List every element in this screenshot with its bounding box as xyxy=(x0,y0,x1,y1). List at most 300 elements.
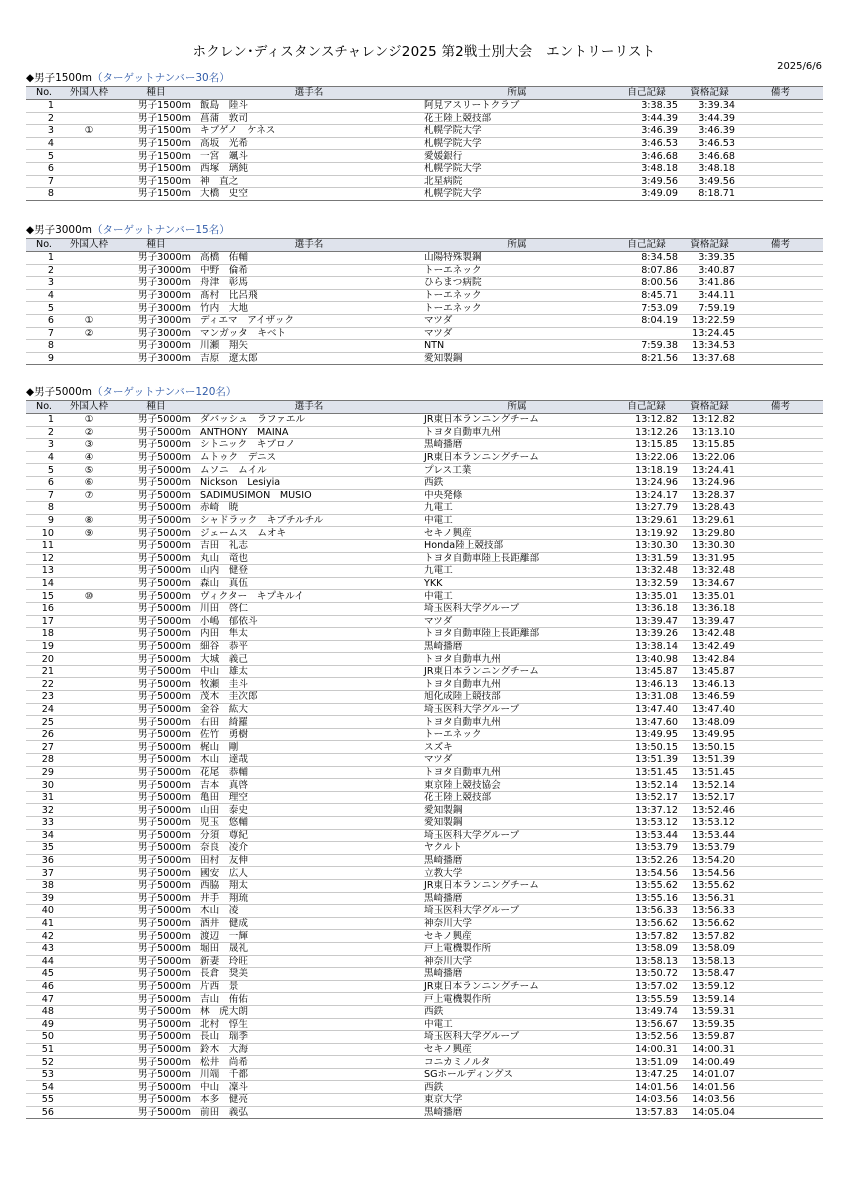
row-number: 25 xyxy=(26,716,62,729)
qualifying-record: 13:34.67 xyxy=(681,577,738,590)
table-row xyxy=(26,414,823,427)
section-target-number: （ターゲットナンバー30名） xyxy=(92,72,230,84)
event: 男子5000m xyxy=(116,640,196,653)
section-event-label: ◆男子5000m xyxy=(26,386,93,398)
row-number: 22 xyxy=(26,678,62,691)
affiliation: セキノ興産 xyxy=(422,527,612,540)
remarks xyxy=(738,842,823,855)
event: 男子5000m xyxy=(116,527,196,540)
foreign-slot xyxy=(62,1081,116,1094)
remarks xyxy=(738,314,823,327)
foreign-slot xyxy=(62,993,116,1006)
table-row xyxy=(26,327,823,340)
affiliation: トヨタ自動車九州 xyxy=(422,653,612,666)
row-number: 32 xyxy=(26,804,62,817)
entry-table xyxy=(26,400,823,1119)
personal-best: 13:31.59 xyxy=(612,552,681,565)
row-number: 34 xyxy=(26,829,62,842)
event: 男子5000m xyxy=(116,829,196,842)
event: 男子1500m xyxy=(116,100,196,113)
row-number: 10 xyxy=(26,527,62,540)
remarks xyxy=(738,162,823,175)
event: 男子5000m xyxy=(116,766,196,779)
event: 男子1500m xyxy=(116,188,196,201)
personal-best: 3:48.18 xyxy=(612,162,681,175)
row-number: 24 xyxy=(26,703,62,716)
qualifying-record: 13:53.44 xyxy=(681,829,738,842)
personal-best: 8:00.56 xyxy=(612,277,681,290)
affiliation: 中央発條 xyxy=(422,489,612,502)
athlete-name: 田村 友伸 xyxy=(196,854,422,867)
table-row xyxy=(26,150,823,163)
qualifying-record: 14:01.56 xyxy=(681,1081,738,1094)
table-row xyxy=(26,175,823,188)
remarks xyxy=(738,352,823,365)
affiliation: JR東日本ランニングチーム xyxy=(422,451,612,464)
row-number: 8 xyxy=(26,502,62,515)
foreign-slot xyxy=(62,842,116,855)
event: 男子5000m xyxy=(116,590,196,603)
remarks xyxy=(738,691,823,704)
table-row xyxy=(26,917,823,930)
remarks xyxy=(738,414,823,427)
qualifying-record: 13:46.59 xyxy=(681,691,738,704)
remarks xyxy=(738,779,823,792)
event: 男子5000m xyxy=(116,955,196,968)
qualifying-record: 13:59.31 xyxy=(681,1005,738,1018)
foreign-slot xyxy=(62,867,116,880)
remarks xyxy=(738,703,823,716)
affiliation: Honda陸上競技部 xyxy=(422,539,612,552)
remarks xyxy=(738,1068,823,1081)
qualifying-record: 13:56.31 xyxy=(681,892,738,905)
athlete-name: 木山 達哉 xyxy=(196,754,422,767)
section-0 xyxy=(26,72,823,201)
remarks xyxy=(738,489,823,502)
event: 男子3000m xyxy=(116,314,196,327)
foreign-slot xyxy=(62,1094,116,1107)
row-number: 8 xyxy=(26,188,62,201)
personal-best: 13:12.82 xyxy=(612,414,681,427)
affiliation: 黒崎播磨 xyxy=(422,439,612,452)
foreign-slot xyxy=(62,340,116,353)
affiliation: 花王陸上競技部 xyxy=(422,791,612,804)
remarks xyxy=(738,615,823,628)
event: 男子5000m xyxy=(116,779,196,792)
personal-best: 13:53.44 xyxy=(612,829,681,842)
foreign-slot xyxy=(62,817,116,830)
athlete-name: 北村 惇生 xyxy=(196,1018,422,1031)
athlete-name: 花尾 恭輔 xyxy=(196,766,422,779)
qualifying-record: 3:46.68 xyxy=(681,150,738,163)
foreign-slot: ② xyxy=(62,426,116,439)
athlete-name: 分須 尊紀 xyxy=(196,829,422,842)
remarks xyxy=(738,277,823,290)
affiliation: 戸上電機製作所 xyxy=(422,993,612,1006)
row-number: 45 xyxy=(26,968,62,981)
remarks xyxy=(738,1056,823,1069)
foreign-slot xyxy=(62,942,116,955)
affiliation: ひらまつ病院 xyxy=(422,277,612,290)
qualifying-record: 13:34.53 xyxy=(681,340,738,353)
personal-best: 13:32.48 xyxy=(612,565,681,578)
event: 男子1500m xyxy=(116,125,196,138)
row-number: 11 xyxy=(26,539,62,552)
affiliation: 埼玉医科大学グループ xyxy=(422,1031,612,1044)
foreign-slot xyxy=(62,779,116,792)
table-row xyxy=(26,766,823,779)
affiliation: 山陽特殊製鋼 xyxy=(422,252,612,265)
table-row xyxy=(26,137,823,150)
remarks xyxy=(738,628,823,641)
foreign-slot xyxy=(62,1031,116,1044)
event: 男子5000m xyxy=(116,942,196,955)
foreign-slot xyxy=(62,892,116,905)
personal-best: 13:54.56 xyxy=(612,867,681,880)
event: 男子3000m xyxy=(116,252,196,265)
personal-best: 3:46.53 xyxy=(612,137,681,150)
table-row xyxy=(26,539,823,552)
athlete-name: Nickson Lesiyia xyxy=(196,476,422,489)
table-row xyxy=(26,352,823,365)
remarks xyxy=(738,829,823,842)
table-row xyxy=(26,277,823,290)
personal-best: 13:49.95 xyxy=(612,728,681,741)
qualifying-record: 3:46.53 xyxy=(681,137,738,150)
foreign-slot xyxy=(62,829,116,842)
qualifying-record: 14:03.56 xyxy=(681,1094,738,1107)
remarks xyxy=(738,917,823,930)
personal-best: 13:57.02 xyxy=(612,980,681,993)
foreign-slot: ⑨ xyxy=(62,527,116,540)
athlete-name: SADIMUSIMON MUSIO xyxy=(196,489,422,502)
affiliation: 黒崎播磨 xyxy=(422,640,612,653)
row-number: 39 xyxy=(26,892,62,905)
row-number: 2 xyxy=(26,112,62,125)
qualifying-record: 13:24.45 xyxy=(681,327,738,340)
event: 男子5000m xyxy=(116,1018,196,1031)
table-row xyxy=(26,1081,823,1094)
personal-best: 13:51.09 xyxy=(612,1056,681,1069)
athlete-name: 金谷 紘大 xyxy=(196,703,422,716)
athlete-name: 川田 啓仁 xyxy=(196,602,422,615)
column-header-personal-best: 自己記録 xyxy=(612,401,681,414)
affiliation: 愛知製鋼 xyxy=(422,352,612,365)
foreign-slot xyxy=(62,1068,116,1081)
event: 男子5000m xyxy=(116,741,196,754)
column-header-qualifying-record: 資格記録 xyxy=(681,239,738,252)
entry-table xyxy=(26,238,823,365)
event: 男子5000m xyxy=(116,754,196,767)
remarks xyxy=(738,175,823,188)
affiliation: JR東日本ランニングチーム xyxy=(422,980,612,993)
qualifying-record: 13:29.80 xyxy=(681,527,738,540)
personal-best: 13:24.17 xyxy=(612,489,681,502)
table-row xyxy=(26,905,823,918)
table-row xyxy=(26,703,823,716)
remarks xyxy=(738,1005,823,1018)
row-number: 23 xyxy=(26,691,62,704)
row-number: 30 xyxy=(26,779,62,792)
event: 男子1500m xyxy=(116,150,196,163)
row-number: 12 xyxy=(26,552,62,565)
row-number: 16 xyxy=(26,602,62,615)
foreign-slot xyxy=(62,112,116,125)
table-row xyxy=(26,577,823,590)
athlete-name: 赤崎 暁 xyxy=(196,502,422,515)
row-number: 6 xyxy=(26,476,62,489)
athlete-name: 渡辺 一輝 xyxy=(196,930,422,943)
event: 男子5000m xyxy=(116,968,196,981)
affiliation: トヨタ自動車九州 xyxy=(422,678,612,691)
table-row xyxy=(26,741,823,754)
table-row xyxy=(26,791,823,804)
athlete-name: 新妻 玲旺 xyxy=(196,955,422,968)
table-row xyxy=(26,728,823,741)
qualifying-record: 14:05.04 xyxy=(681,1106,738,1119)
event: 男子3000m xyxy=(116,277,196,290)
remarks xyxy=(738,340,823,353)
affiliation: セキノ興産 xyxy=(422,1043,612,1056)
athlete-name: 中山 凜斗 xyxy=(196,1081,422,1094)
table-row xyxy=(26,980,823,993)
remarks xyxy=(738,426,823,439)
foreign-slot: ④ xyxy=(62,451,116,464)
qualifying-record: 13:45.87 xyxy=(681,665,738,678)
table-row xyxy=(26,930,823,943)
column-header-affiliation: 所属 xyxy=(422,239,612,252)
foreign-slot xyxy=(62,678,116,691)
section-1 xyxy=(26,224,823,365)
qualifying-record: 13:12.82 xyxy=(681,414,738,427)
qualifying-record: 13:59.35 xyxy=(681,1018,738,1031)
row-number: 6 xyxy=(26,162,62,175)
row-number: 47 xyxy=(26,993,62,1006)
table-header-row xyxy=(26,401,823,414)
personal-best: 8:45.71 xyxy=(612,289,681,302)
event: 男子3000m xyxy=(116,264,196,277)
foreign-slot xyxy=(62,854,116,867)
event: 男子5000m xyxy=(116,1068,196,1081)
column-header-remarks: 備考 xyxy=(738,87,823,100)
remarks xyxy=(738,1094,823,1107)
foreign-slot xyxy=(62,565,116,578)
row-number: 35 xyxy=(26,842,62,855)
athlete-name: 中野 倫希 xyxy=(196,264,422,277)
row-number: 26 xyxy=(26,728,62,741)
athlete-name: キプゲノ ケネス xyxy=(196,125,422,138)
column-header-foreign-slot: 外国人枠 xyxy=(62,87,116,100)
column-header-event: 種目 xyxy=(116,401,196,414)
affiliation: 埼玉医科大学グループ xyxy=(422,905,612,918)
affiliation: 埼玉医科大学グループ xyxy=(422,602,612,615)
personal-best: 3:49.56 xyxy=(612,175,681,188)
row-number: 17 xyxy=(26,615,62,628)
affiliation: 九電工 xyxy=(422,502,612,515)
foreign-slot xyxy=(62,602,116,615)
athlete-name: 木山 凌 xyxy=(196,905,422,918)
personal-best: 13:57.82 xyxy=(612,930,681,943)
foreign-slot: ③ xyxy=(62,439,116,452)
foreign-slot: ⑧ xyxy=(62,514,116,527)
row-number: 6 xyxy=(26,314,62,327)
athlete-name: 菖蒲 敦司 xyxy=(196,112,422,125)
personal-best: 13:40.98 xyxy=(612,653,681,666)
row-number: 1 xyxy=(26,252,62,265)
table-header-row xyxy=(26,87,823,100)
column-header-athlete-name: 選手名 xyxy=(196,239,422,252)
affiliation: 北星病院 xyxy=(422,175,612,188)
qualifying-record: 13:52.14 xyxy=(681,779,738,792)
event: 男子5000m xyxy=(116,892,196,905)
qualifying-record: 7:59.19 xyxy=(681,302,738,315)
athlete-name: ムトゥク デニス xyxy=(196,451,422,464)
athlete-name: シトニック キプロノ xyxy=(196,439,422,452)
athlete-name: 髙村 比呂飛 xyxy=(196,289,422,302)
affiliation: 札幌学院大学 xyxy=(422,137,612,150)
affiliation: 東京陸上競技協会 xyxy=(422,779,612,792)
event: 男子5000m xyxy=(116,1031,196,1044)
column-header-foreign-slot: 外国人枠 xyxy=(62,401,116,414)
qualifying-record: 13:42.84 xyxy=(681,653,738,666)
qualifying-record: 13:37.68 xyxy=(681,352,738,365)
athlete-name: ディエマ アイザック xyxy=(196,314,422,327)
personal-best: 13:39.26 xyxy=(612,628,681,641)
table-row xyxy=(26,879,823,892)
personal-best: 3:38.35 xyxy=(612,100,681,113)
qualifying-record: 13:39.47 xyxy=(681,615,738,628)
remarks xyxy=(738,289,823,302)
row-number: 49 xyxy=(26,1018,62,1031)
foreign-slot: ⑦ xyxy=(62,489,116,502)
affiliation: マツダ xyxy=(422,615,612,628)
entry-table xyxy=(26,86,823,201)
row-number: 14 xyxy=(26,577,62,590)
section-2 xyxy=(26,386,823,1119)
affiliation: トヨタ自動車九州 xyxy=(422,766,612,779)
row-number: 1 xyxy=(26,414,62,427)
table-row xyxy=(26,502,823,515)
foreign-slot xyxy=(62,754,116,767)
qualifying-record: 8:18.71 xyxy=(681,188,738,201)
column-header-foreign-slot: 外国人枠 xyxy=(62,239,116,252)
personal-best: 13:52.14 xyxy=(612,779,681,792)
table-row xyxy=(26,514,823,527)
row-number: 5 xyxy=(26,464,62,477)
affiliation: 黒崎播磨 xyxy=(422,968,612,981)
remarks xyxy=(738,252,823,265)
foreign-slot xyxy=(62,968,116,981)
affiliation: トヨタ自動車九州 xyxy=(422,716,612,729)
remarks xyxy=(738,817,823,830)
row-number: 28 xyxy=(26,754,62,767)
event: 男子5000m xyxy=(116,565,196,578)
table-row xyxy=(26,804,823,817)
affiliation: JR東日本ランニングチーム xyxy=(422,665,612,678)
remarks xyxy=(738,968,823,981)
athlete-name: 井手 翔琉 xyxy=(196,892,422,905)
personal-best: 13:35.01 xyxy=(612,590,681,603)
personal-best: 3:49.09 xyxy=(612,188,681,201)
qualifying-record: 13:28.43 xyxy=(681,502,738,515)
event: 男子1500m xyxy=(116,137,196,150)
athlete-name: 牧瀬 圭斗 xyxy=(196,678,422,691)
affiliation: 中電工 xyxy=(422,590,612,603)
athlete-name: 神 直之 xyxy=(196,175,422,188)
remarks xyxy=(738,264,823,277)
foreign-slot xyxy=(62,1005,116,1018)
qualifying-record: 13:55.62 xyxy=(681,879,738,892)
personal-best: 13:32.59 xyxy=(612,577,681,590)
foreign-slot xyxy=(62,352,116,365)
personal-best: 13:49.74 xyxy=(612,1005,681,1018)
affiliation: 神奈川大学 xyxy=(422,955,612,968)
section-event-label: ◆男子3000m xyxy=(26,224,93,236)
qualifying-record: 13:59.14 xyxy=(681,993,738,1006)
table-row xyxy=(26,615,823,628)
athlete-name: 森山 真伍 xyxy=(196,577,422,590)
qualifying-record: 13:52.17 xyxy=(681,791,738,804)
qualifying-record: 13:24.96 xyxy=(681,476,738,489)
event: 男子5000m xyxy=(116,514,196,527)
athlete-name: 右田 綺羅 xyxy=(196,716,422,729)
qualifying-record: 13:42.49 xyxy=(681,640,738,653)
foreign-slot xyxy=(62,879,116,892)
qualifying-record: 13:58.47 xyxy=(681,968,738,981)
event: 男子1500m xyxy=(116,175,196,188)
event: 男子5000m xyxy=(116,665,196,678)
row-number: 8 xyxy=(26,340,62,353)
remarks xyxy=(738,602,823,615)
table-row xyxy=(26,1018,823,1031)
foreign-slot xyxy=(62,1106,116,1119)
table-row xyxy=(26,867,823,880)
row-number: 43 xyxy=(26,942,62,955)
athlete-name: 松井 尚希 xyxy=(196,1056,422,1069)
personal-best: 13:37.12 xyxy=(612,804,681,817)
qualifying-record: 13:31.95 xyxy=(681,552,738,565)
foreign-slot xyxy=(62,539,116,552)
qualifying-record: 13:54.20 xyxy=(681,854,738,867)
personal-best: 13:56.33 xyxy=(612,905,681,918)
qualifying-record: 3:49.56 xyxy=(681,175,738,188)
affiliation: 東京大学 xyxy=(422,1094,612,1107)
personal-best: 3:46.39 xyxy=(612,125,681,138)
table-row xyxy=(26,1043,823,1056)
remarks xyxy=(738,150,823,163)
foreign-slot xyxy=(62,628,116,641)
personal-best: 14:01.56 xyxy=(612,1081,681,1094)
qualifying-record: 13:29.61 xyxy=(681,514,738,527)
qualifying-record: 13:46.13 xyxy=(681,678,738,691)
athlete-name: 川瀬 翔矢 xyxy=(196,340,422,353)
table-row xyxy=(26,955,823,968)
row-number: 52 xyxy=(26,1056,62,1069)
foreign-slot xyxy=(62,137,116,150)
qualifying-record: 13:58.09 xyxy=(681,942,738,955)
table-row xyxy=(26,1068,823,1081)
column-header-qualifying-record: 資格記録 xyxy=(681,87,738,100)
remarks xyxy=(738,439,823,452)
athlete-name: シャドラック キプチルチル xyxy=(196,514,422,527)
foreign-slot xyxy=(62,552,116,565)
personal-best: 13:47.25 xyxy=(612,1068,681,1081)
table-row xyxy=(26,489,823,502)
row-number: 5 xyxy=(26,302,62,315)
table-row xyxy=(26,892,823,905)
athlete-name: マンガッタ キベト xyxy=(196,327,422,340)
row-number: 15 xyxy=(26,590,62,603)
